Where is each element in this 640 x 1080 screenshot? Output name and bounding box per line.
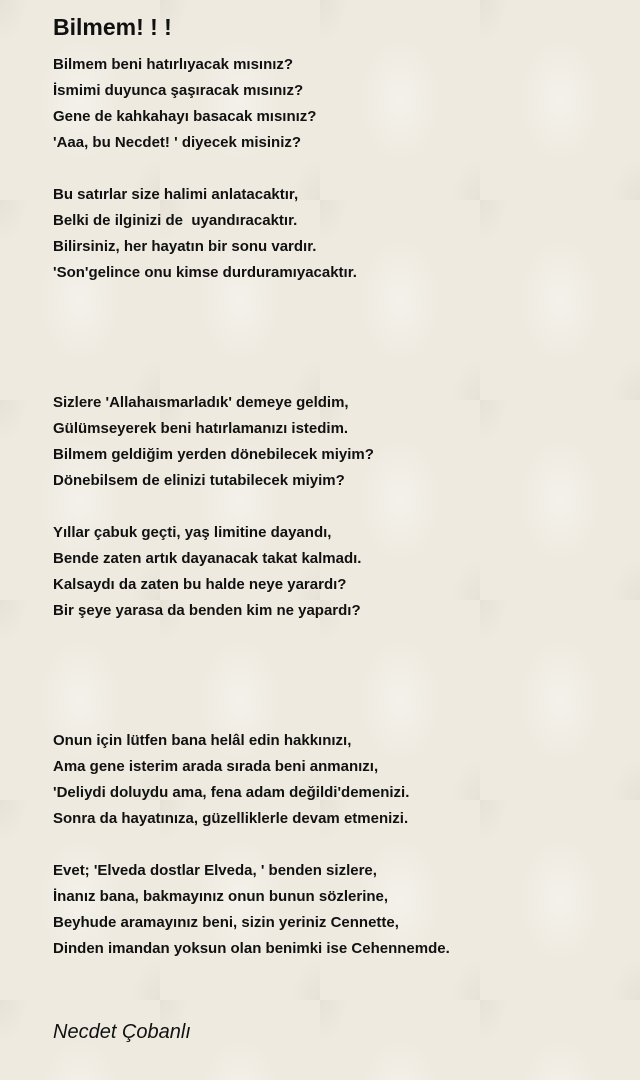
poem-line: Sonra da hayatınıza, güzelliklerle devam etmenizi.: [53, 810, 409, 827]
poem-line: Beyhude aramayınız beni, sizin yeriniz Cennette,: [53, 914, 399, 931]
section-spacer: [53, 286, 613, 390]
poem-line: Evet; 'Elveda dostlar Elveda, ' benden sizlere,: [53, 862, 377, 879]
poem-title: Bilmem! ! !: [53, 14, 172, 40]
poem-line: Gene de kahkahayı basacak mısınız?: [53, 108, 317, 125]
poem-line: Sizlere 'Allahaısmarladık' demeye geldim,: [53, 394, 349, 411]
stanza-spacer: [53, 832, 613, 858]
poem-line: Onun için lütfen bana helâl edin hakkınızı,: [53, 732, 352, 749]
stanza-4: [53, 520, 613, 624]
stanza-2: [53, 182, 613, 286]
poem-line: Kalsaydı da zaten bu halde neye yarardı?: [53, 576, 347, 593]
poem-line: Bilirsiniz, her hayatın bir sonu vardır.: [53, 238, 317, 255]
poem-line: Bu satırlar size halimi anlatacaktır,: [53, 186, 299, 203]
poem-line: Belki de ilginizi de uyandıracaktır.: [53, 212, 298, 229]
stanza-3: [53, 390, 613, 494]
stanza-1: [53, 52, 613, 156]
stanza-5: [53, 728, 613, 832]
poem-body: [53, 52, 613, 962]
poem-line: Bilmem geldiğim yerden dönebilecek miyim?: [53, 446, 374, 463]
stanza-spacer: [53, 156, 613, 182]
poem-line: 'Aaa, bu Necdet! ' diyecek misiniz?: [53, 134, 302, 151]
poem-line: İnanız bana, bakmayınız onun bunun sözlerine,: [53, 888, 389, 905]
poem-line: Ama gene isterim arada sırada beni anmanızı,: [53, 758, 379, 775]
section-spacer: [53, 624, 613, 728]
stanza-spacer: [53, 494, 613, 520]
poem-line: Bende zaten artık dayanacak takat kalmadı.: [53, 550, 362, 567]
poem-line: 'Son'gelince onu kimse durduramıyacaktır.: [53, 264, 357, 281]
poem-line: Bir şeye yarasa da benden kim ne yapardı?: [53, 602, 361, 619]
poem-line: İsmimi duyunca şaşıracak mısınız?: [53, 82, 304, 99]
poem-line: Yıllar çabuk geçti, yaş limitine dayandı,: [53, 524, 332, 541]
stanza-6: [53, 858, 613, 962]
poem-line: Bilmem beni hatırlıyacak mısınız?: [53, 56, 294, 73]
poem-line: Dönebilsem de elinizi tutabilecek miyim?: [53, 472, 345, 489]
poem-author: Necdet Çobanlı: [53, 1021, 191, 1043]
poem-line: 'Deliydi doluydu ama, fena adam değildi'demenizi.: [53, 784, 410, 801]
poem-line: Dinden imandan yoksun olan benimki ise Cehennemde.: [53, 940, 450, 957]
poem-line: Gülümseyerek beni hatırlamanızı istedim.: [53, 420, 349, 437]
